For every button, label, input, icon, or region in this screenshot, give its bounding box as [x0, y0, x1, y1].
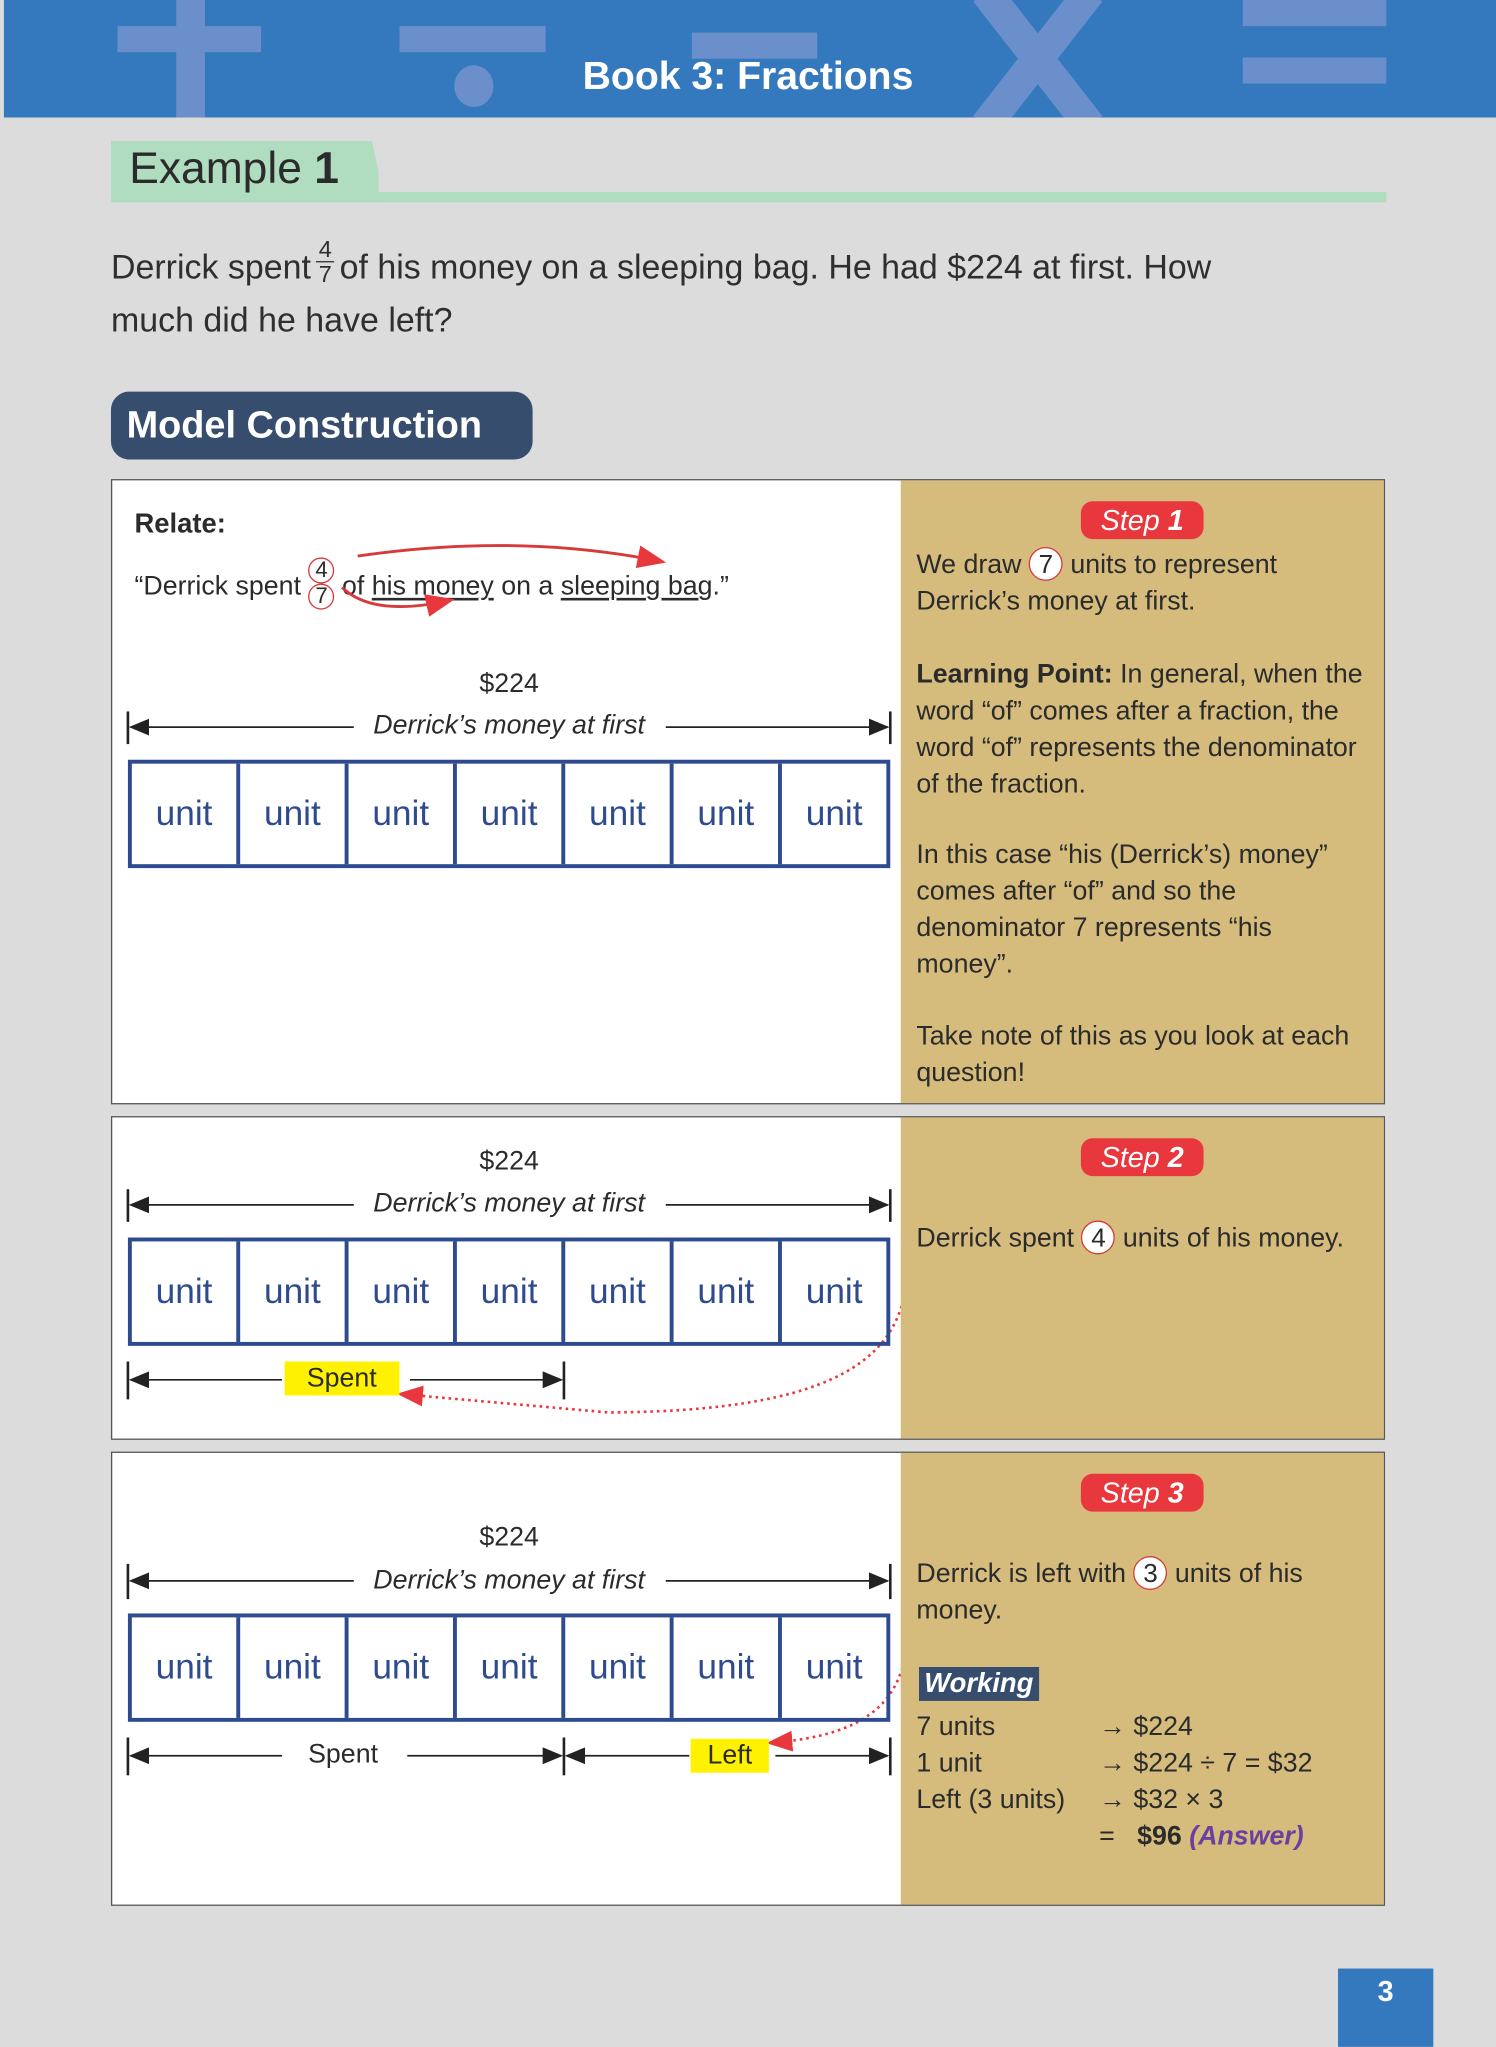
total-label: Derrick’s money at first	[373, 1187, 645, 1218]
unit-cell: unit	[240, 1241, 348, 1342]
answer-tag: (Answer)	[1189, 1821, 1304, 1852]
numerator: 4	[316, 238, 334, 263]
step-badge: Step 3	[1081, 1474, 1204, 1512]
working-row: 7 units → $224	[916, 1711, 1193, 1742]
example-number: 1	[314, 143, 339, 194]
unit-cell: unit	[565, 1617, 673, 1718]
relate-label: Relate:	[134, 509, 226, 540]
unit-cell: unit	[457, 764, 565, 865]
spent-label: Spent	[308, 1738, 379, 1769]
unit-cell: unit	[349, 764, 457, 865]
unit-cell: unit	[240, 1617, 348, 1718]
step-3-text: Derrick is left with 3 units of his money.	[916, 1556, 1373, 1629]
section-title: Model Construction	[111, 392, 533, 460]
total-amount: $224	[479, 1146, 539, 1177]
circled-number: 7	[1029, 547, 1063, 581]
total-amount: $224	[479, 668, 539, 699]
spent-label: Spent	[285, 1362, 399, 1396]
step-3-panel	[111, 1452, 1385, 1906]
question-line-2: much did he have left?	[110, 300, 453, 340]
unit-bar	[128, 1238, 890, 1346]
fraction	[316, 238, 334, 286]
unit-cell: unit	[349, 1617, 457, 1718]
unit-cell: unit	[132, 1241, 240, 1342]
working-label: Working	[919, 1667, 1039, 1701]
quote-text: on a	[501, 571, 554, 602]
question-text: Derrick spent	[110, 247, 311, 287]
quote-text: .”	[712, 571, 729, 602]
unit-cell: unit	[457, 1617, 565, 1718]
unit-bar	[128, 760, 890, 868]
example-label: Example	[129, 143, 302, 194]
step-2-explanation	[901, 1117, 1384, 1438]
example-heading	[129, 144, 339, 195]
unit-cell: unit	[805, 1647, 863, 1687]
step-badge: Step 2	[1081, 1138, 1204, 1176]
arrow-denominator-to-money	[342, 587, 449, 606]
arrow-numerator-to-bag	[358, 546, 661, 562]
unit-cell: unit	[674, 764, 782, 865]
unit-cell: unit	[132, 1617, 240, 1718]
underlined-sleeping-bag: sleeping bag	[560, 571, 713, 602]
divide-icon	[399, 26, 545, 52]
model-lines	[112, 1560, 895, 1899]
circled-number: 4	[1081, 1221, 1115, 1255]
step-1-panel	[111, 479, 1385, 1104]
unit-cell: unit	[565, 764, 673, 865]
step-2-panel	[111, 1116, 1385, 1440]
step-3-explanation: Step 3 Derrick is left with 3 units of his money. Working 7 units → $224 1 unit → $224 ÷ 7 = $32 Left (3 units) → $32 × 3 = $96 (Answer)	[901, 1453, 1384, 1905]
book-title: Book 3: Fractions	[582, 54, 914, 98]
final-value: $96	[1137, 1821, 1182, 1852]
unit-cell: unit	[132, 764, 240, 865]
unit-cell: unit	[457, 1241, 565, 1342]
unit-cell: unit	[805, 793, 863, 833]
denominator: 7	[318, 261, 332, 288]
unit-cell: unit	[805, 1271, 863, 1311]
unit-cell: unit	[565, 1241, 673, 1342]
quote-text: of	[342, 571, 365, 602]
unit-bar	[128, 1613, 890, 1721]
note-text: Take note of this as you look at each question!	[916, 1020, 1350, 1088]
unit-cell: unit	[349, 1241, 457, 1342]
step-badge: Step 1	[1081, 501, 1204, 539]
case-text: In this case “his (Derrick’s) money” comes after “of” and so the denominator 7 represents “his money”.	[916, 839, 1328, 980]
equals-icon	[1243, 0, 1387, 26]
step-1-text: We draw 7 units to represent Derrick’s money at first.	[916, 547, 1373, 620]
total-label: Derrick’s money at first	[373, 1565, 645, 1596]
question-line-1	[110, 236, 1212, 293]
circled-denominator: 7	[308, 584, 334, 610]
working-row: 1 unit → $224 ÷ 7 = $32	[916, 1747, 1313, 1778]
question-text: of his money on a sleeping bag. He had $224 at first. How	[339, 247, 1212, 287]
step-1-explanation	[901, 480, 1384, 1103]
page-number: 3	[1338, 1969, 1433, 2047]
relate-arrows	[112, 480, 895, 637]
unit-cell: unit	[674, 1241, 782, 1342]
circled-number: 3	[1133, 1556, 1167, 1590]
learning-point: Learning Point: In general, when the word “of” comes after a fraction, the word “of” represents the denominator of the fraction.	[916, 659, 1363, 799]
total-label: Derrick’s money at first	[373, 710, 645, 741]
circled-numerator: 4	[308, 557, 334, 583]
unit-cell: unit	[240, 764, 348, 865]
left-label: Left	[691, 1739, 770, 1773]
quote-text: “Derrick spent	[134, 571, 302, 602]
underlined-his-money: his money	[371, 571, 494, 602]
unit-cell: unit	[674, 1617, 782, 1718]
step-2-text: Derrick spent 4 units of his money.	[916, 1221, 1373, 1258]
working-row: Left (3 units) → $32 × 3	[916, 1784, 1224, 1815]
total-amount: $224	[479, 1522, 539, 1553]
